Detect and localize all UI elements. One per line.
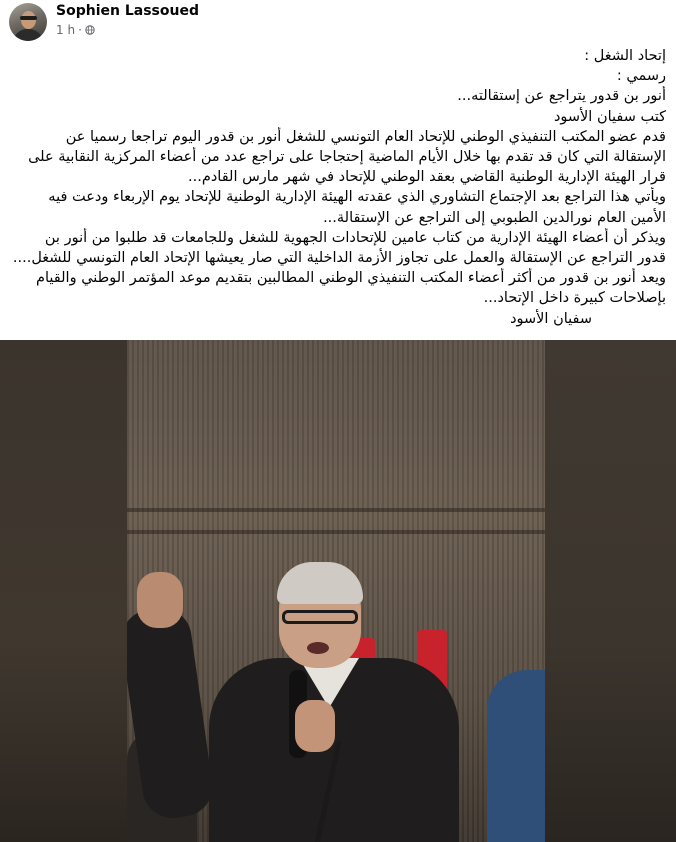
post-meta [56,23,95,37]
photo-blur-left [0,340,127,842]
post-text-line: كتب سفيان الأسود [553,108,666,125]
post-text-line: الإستقالة التي كان قد تقدم بها خلال الأيام الماضية إحتجاجا على تراجع عدد من أعضاء المركزية النقابية على [28,149,666,166]
globe-icon [85,25,95,35]
post-text-line: قدور التراجع عن الإستقالة والعمل على تجاوز الأزمة الداخلية التي صار يعيشها الإتحاد العام التونسي للشغل.... [12,250,666,267]
speaker-fist [137,572,183,628]
speaker-mouth [307,642,329,654]
avatar-face [21,11,36,29]
post-text-line: سفيان الأسود [510,310,592,327]
post-text-line: ويذكر أن أعضاء الهيئة الإدارية من كتاب عامين للإتحادات الجهوية للشغل وللجامعات قد طلبوا من أنور بن [44,229,666,246]
post-text-line: أنور بن قدور يتراجع عن إستقالته... [457,88,666,105]
post-text-line: الأمين العام نورالدين الطبوبي إلى التراجع عن الإستقالة... [323,209,666,226]
avatar-glasses [20,16,37,20]
post-timestamp[interactable]: 1 h [56,23,76,37]
speaker-glasses [282,610,358,624]
photo-blur-right [545,340,676,842]
post-text-line: إتحاد الشغل : [584,48,666,64]
bystander-right [487,670,545,842]
wall-band [127,530,545,534]
post-photo[interactable] [0,340,676,842]
avatar[interactable] [9,3,47,41]
post-text-line: قرار الهيئة الإدارية الوطنية القاضي بعقد الوطني للإتحاد في شهر مارس القادم... [188,169,666,186]
meta-separator: · [78,23,82,37]
avatar-shirt [13,29,43,41]
post-text [10,46,666,329]
author-name[interactable]: Sophien Lassoued [56,3,199,19]
post-text-line: قدم عضو المكتب التنفيذي الوطني للإتحاد العام التونسي للشغل أنور بن قدور اليوم تراجعا رسميا عن [65,128,666,145]
wall-band [127,508,545,512]
post-text-line: ويعد أنور بن قدور من أكثر أعضاء المكتب التنفيذي الوطني المطالبين بتقديم موعد المؤتمر الوطني والقيام [36,270,666,287]
post-text-line: رسمي : [616,68,666,85]
post-text-line: بإصلاحات كبيرة داخل الإتحاد... [483,290,666,307]
speaker-hair [277,562,363,604]
speaker-hand [295,700,335,752]
post-text-line: ويأتي هذا التراجع بعد الإجتماع التشاوري الذي عقدته الهيئة الإدارية الوطنية للإتحاد يوم الإربعاء ودعت فيه [48,189,666,206]
photo-main [127,340,545,842]
post-header [0,0,676,44]
